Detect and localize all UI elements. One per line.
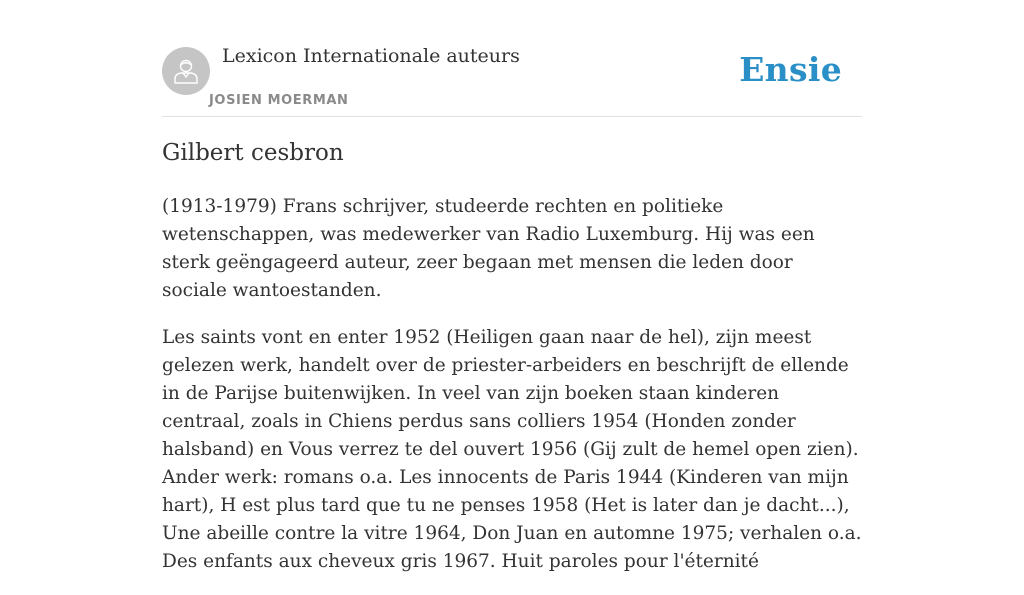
header	[162, 0, 862, 117]
article-body	[162, 193, 862, 595]
article-paragraph: Les saints vont en enter 1952 (Heiligen gaan naar de hel), zijn meest gelezen werk, handelt over de priester-arbeiders en beschrijft de ellende in de Parijse buitenwijken. In veel van zijn boeken staan kinderen centraal, zoals in Chiens perdus sans colliers 1954 (Honden zonder halsband) en Vous verrez te del ouvert 1956 (Gij zult de hemel open zien). Ander werk: romans o.a. Les innocents de Paris 1944 (Kinderen van mijn hart), H est plus tard que tu ne penses 1958 (Het is later dan je dacht...), Une abeille contre la vitre 1964, Don Juan en automne 1975; verhalen o.a. Des enfants aux cheveux gris 1967. Huit paroles pour l'éternité	[162, 327, 862, 572]
entry-title: Gilbert cesbron	[162, 140, 344, 166]
author-name[interactable]: JOSIEN MOERMAN	[209, 93, 349, 108]
avatar[interactable]	[162, 47, 210, 95]
brand-logo[interactable]: Ensie	[739, 50, 842, 89]
source-title[interactable]: Lexicon Internationale auteurs	[222, 45, 520, 67]
user-icon	[171, 56, 201, 86]
article-paragraph: (1913-1979) Frans schrijver, studeerde rechten en politieke wetenschappen, was medewerker van Radio Luxemburg. Hij was een sterk geëngageerd auteur, zeer begaan met mensen die leden door sociale wantoestanden.	[162, 196, 815, 301]
page-container	[162, 0, 862, 572]
